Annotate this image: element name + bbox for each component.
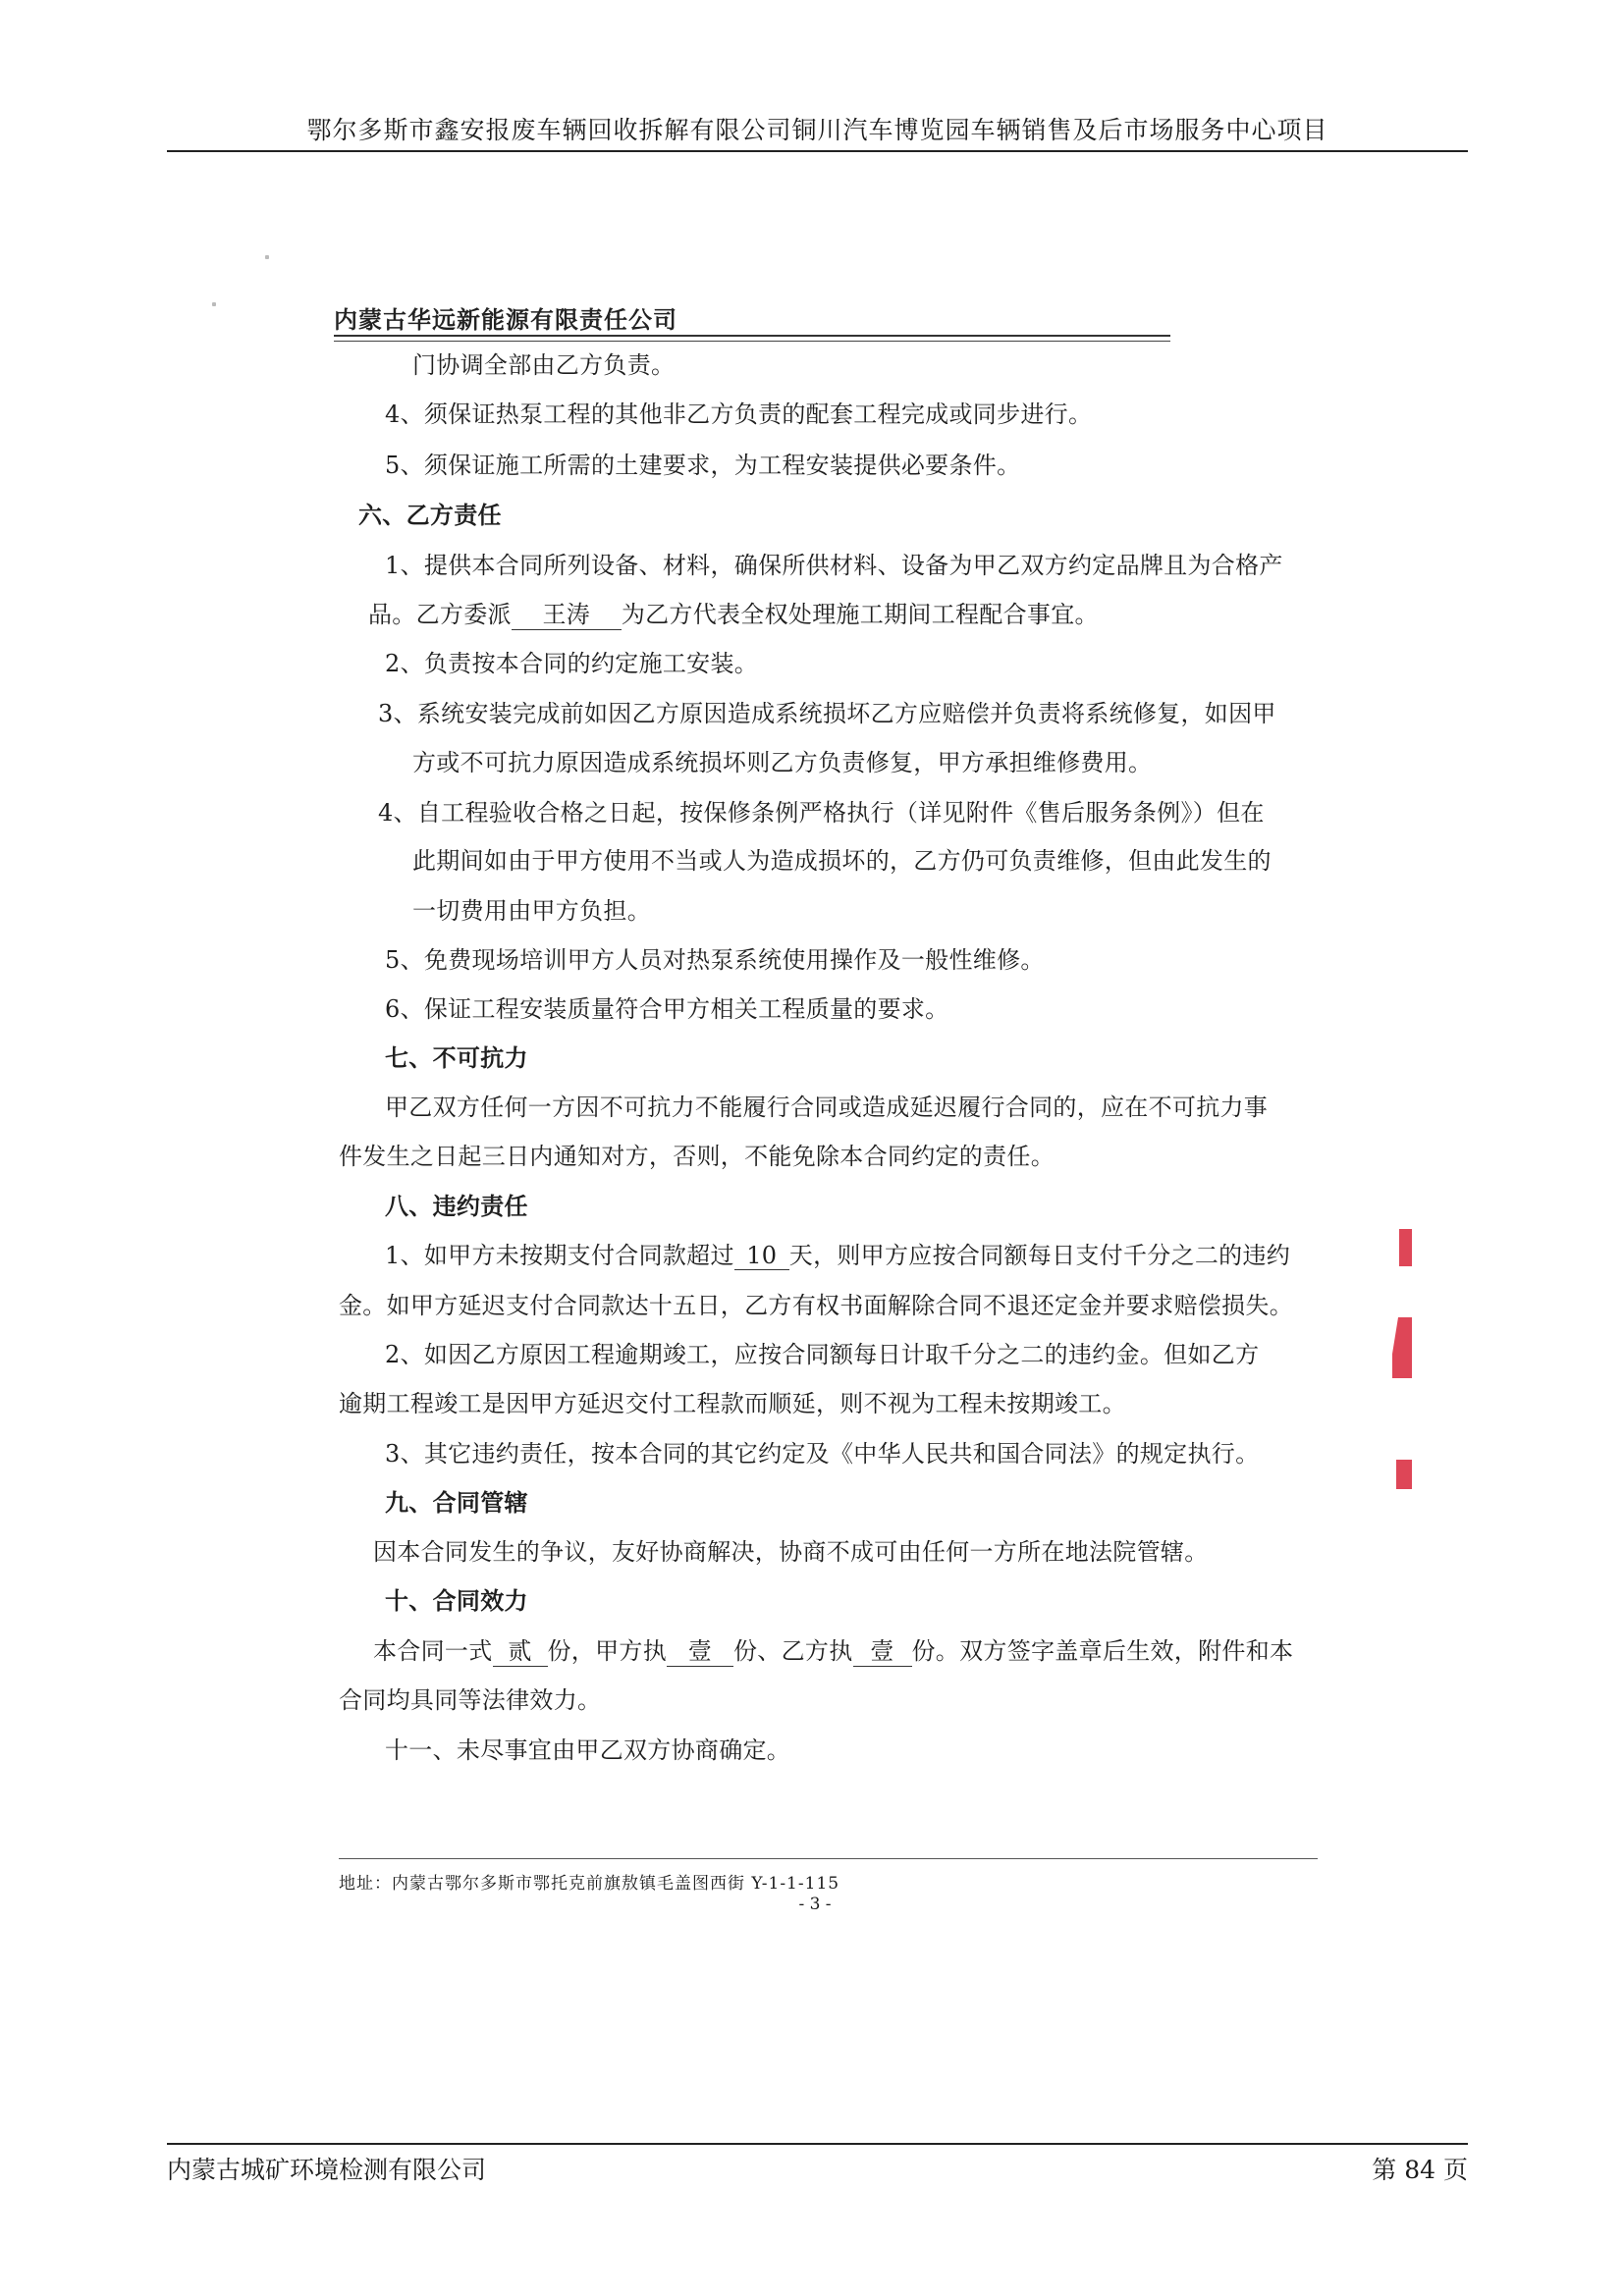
clause-line: 5、免费现场培训甲方人员对热泵系统使用操作及一般性维修。 [385,946,1045,974]
clause-text: 品。乙方委派 [368,601,512,628]
section-heading: 九、合同管辖 [385,1488,528,1517]
clause-line: 此期间如由于甲方使用不当或人为造成损坏的，乙方仍可负责维修，但由此发生的 [412,847,1272,875]
section-heading: 十、合同效力 [385,1586,528,1615]
letterhead-address: 地址：内蒙古鄂尔多斯市鄂托克前旗敖镇毛盖图西街 Y-1-1-115 [339,1874,840,1894]
header-divider [167,150,1468,152]
clause-line: 金。如甲方延迟支付合同款达十五日，乙方有权书面解除合同不退还定金并要求赔偿损失。 [339,1292,1293,1319]
report-page-number: 第 84 页 [1372,2156,1468,2184]
clause-line: 甲乙双方任何一方因不可抗力不能履行合同或造成延迟履行合同的，应在不可抗力事 [385,1094,1269,1121]
clause-line [373,1631,1293,1667]
seal-fragment [1392,1317,1412,1378]
clause-line: 6、保证工程安装质量符合甲方相关工程质量的要求。 [385,995,949,1023]
clause-text: 份，甲方执 [547,1637,667,1665]
clause-line: 4、须保证热泵工程的其他非乙方负责的配套工程完成或同步进行。 [385,400,1093,428]
clause-text: 为乙方代表全权处理施工期间工程配合事宜。 [621,601,1099,628]
clause-line: 5、须保证施工所需的土建要求，为工程安装提供必要条件。 [385,452,1021,479]
section-heading: 六、乙方责任 [358,501,502,529]
seal-fragment [1396,1460,1412,1489]
filled-blank-days: 10 [734,1242,789,1270]
report-header: 鄂尔多斯市鑫安报废车辆回收拆解有限公司铜川汽车博览园车辆销售及后市场服务中心项目 [306,116,1328,144]
letterhead-company: 内蒙古华远新能源有限责任公司 [334,305,677,334]
filled-blank-representative: 王涛 [512,595,622,630]
footer-divider [167,2143,1468,2145]
clause-text: 份。双方签字盖章后生效，附件和本 [911,1637,1294,1665]
seal-fragment [1399,1229,1412,1266]
clause-line: 门协调全部由乙方负责。 [412,351,676,379]
clause-line: 合同均具同等法律效力。 [339,1686,602,1714]
clause-text: 份、乙方执 [733,1637,853,1665]
clause-line: 一切费用由甲方负担。 [412,897,651,925]
scan-speck [265,255,269,259]
clause-text: 1、如甲方未按期支付合同款超过 [385,1242,734,1269]
clause-line: 3、其它违约责任，按本合同的其它约定及《中华人民共和国合同法》的规定执行。 [385,1440,1260,1468]
clause-line: 2、如因乙方原因工程逾期竣工，应按合同额每日计取千分之二的违约金。但如乙方 [385,1341,1260,1368]
clause-line: 1、提供本合同所列设备、材料，确保所供材料、设备为甲乙双方约定品牌且为合格产 [385,552,1283,579]
filled-blank-copies: 壹 [667,1631,733,1667]
contract-page-number: - 3 - [798,1895,832,1914]
filled-blank-copies: 壹 [853,1631,912,1667]
clause-line: 2、负责按本合同的约定施工安装。 [385,650,759,677]
clause-line: 方或不可抗力原因造成系统损坏则乙方负责修复，甲方承担维修费用。 [412,749,1153,776]
letterhead-rule [334,335,1170,337]
clause-line: 十一、未尽事宜由甲乙双方协商确定。 [385,1736,791,1764]
footer-organization: 内蒙古城矿环境检测有限公司 [167,2156,487,2184]
clause-line: 件发生之日起三日内通知对方，否则，不能免除本合同约定的责任。 [339,1143,1055,1170]
clause-text: 本合同一式 [373,1637,493,1665]
clause-line: 4、自工程验收合格之日起，按保修条例严格执行（详见附件《售后服务条例》）但在 [378,799,1265,827]
clause-line: 3、系统安装完成前如因乙方原因造成系统损坏乙方应赔偿并负责将系统修复，如因甲 [378,700,1276,727]
section-heading: 八、违约责任 [385,1192,528,1220]
scan-speck [212,302,216,306]
clause-line: 因本合同发生的争议，友好协商解决，协商不成可由任何一方所在地法院管辖。 [373,1538,1209,1566]
letterhead-rule [334,341,1170,342]
clause-line: 逾期工程竣工是因甲方延迟交付工程款而顺延，则不视为工程未按期竣工。 [339,1390,1126,1417]
clause-line [385,1236,1290,1270]
letterhead-footer-rule [339,1858,1318,1859]
clause-text: 天，则甲方应按合同额每日支付千分之二的违约 [788,1242,1291,1269]
clause-line [368,595,1099,630]
filled-blank-copies: 贰 [493,1631,548,1667]
section-heading: 七、不可抗力 [385,1043,528,1072]
